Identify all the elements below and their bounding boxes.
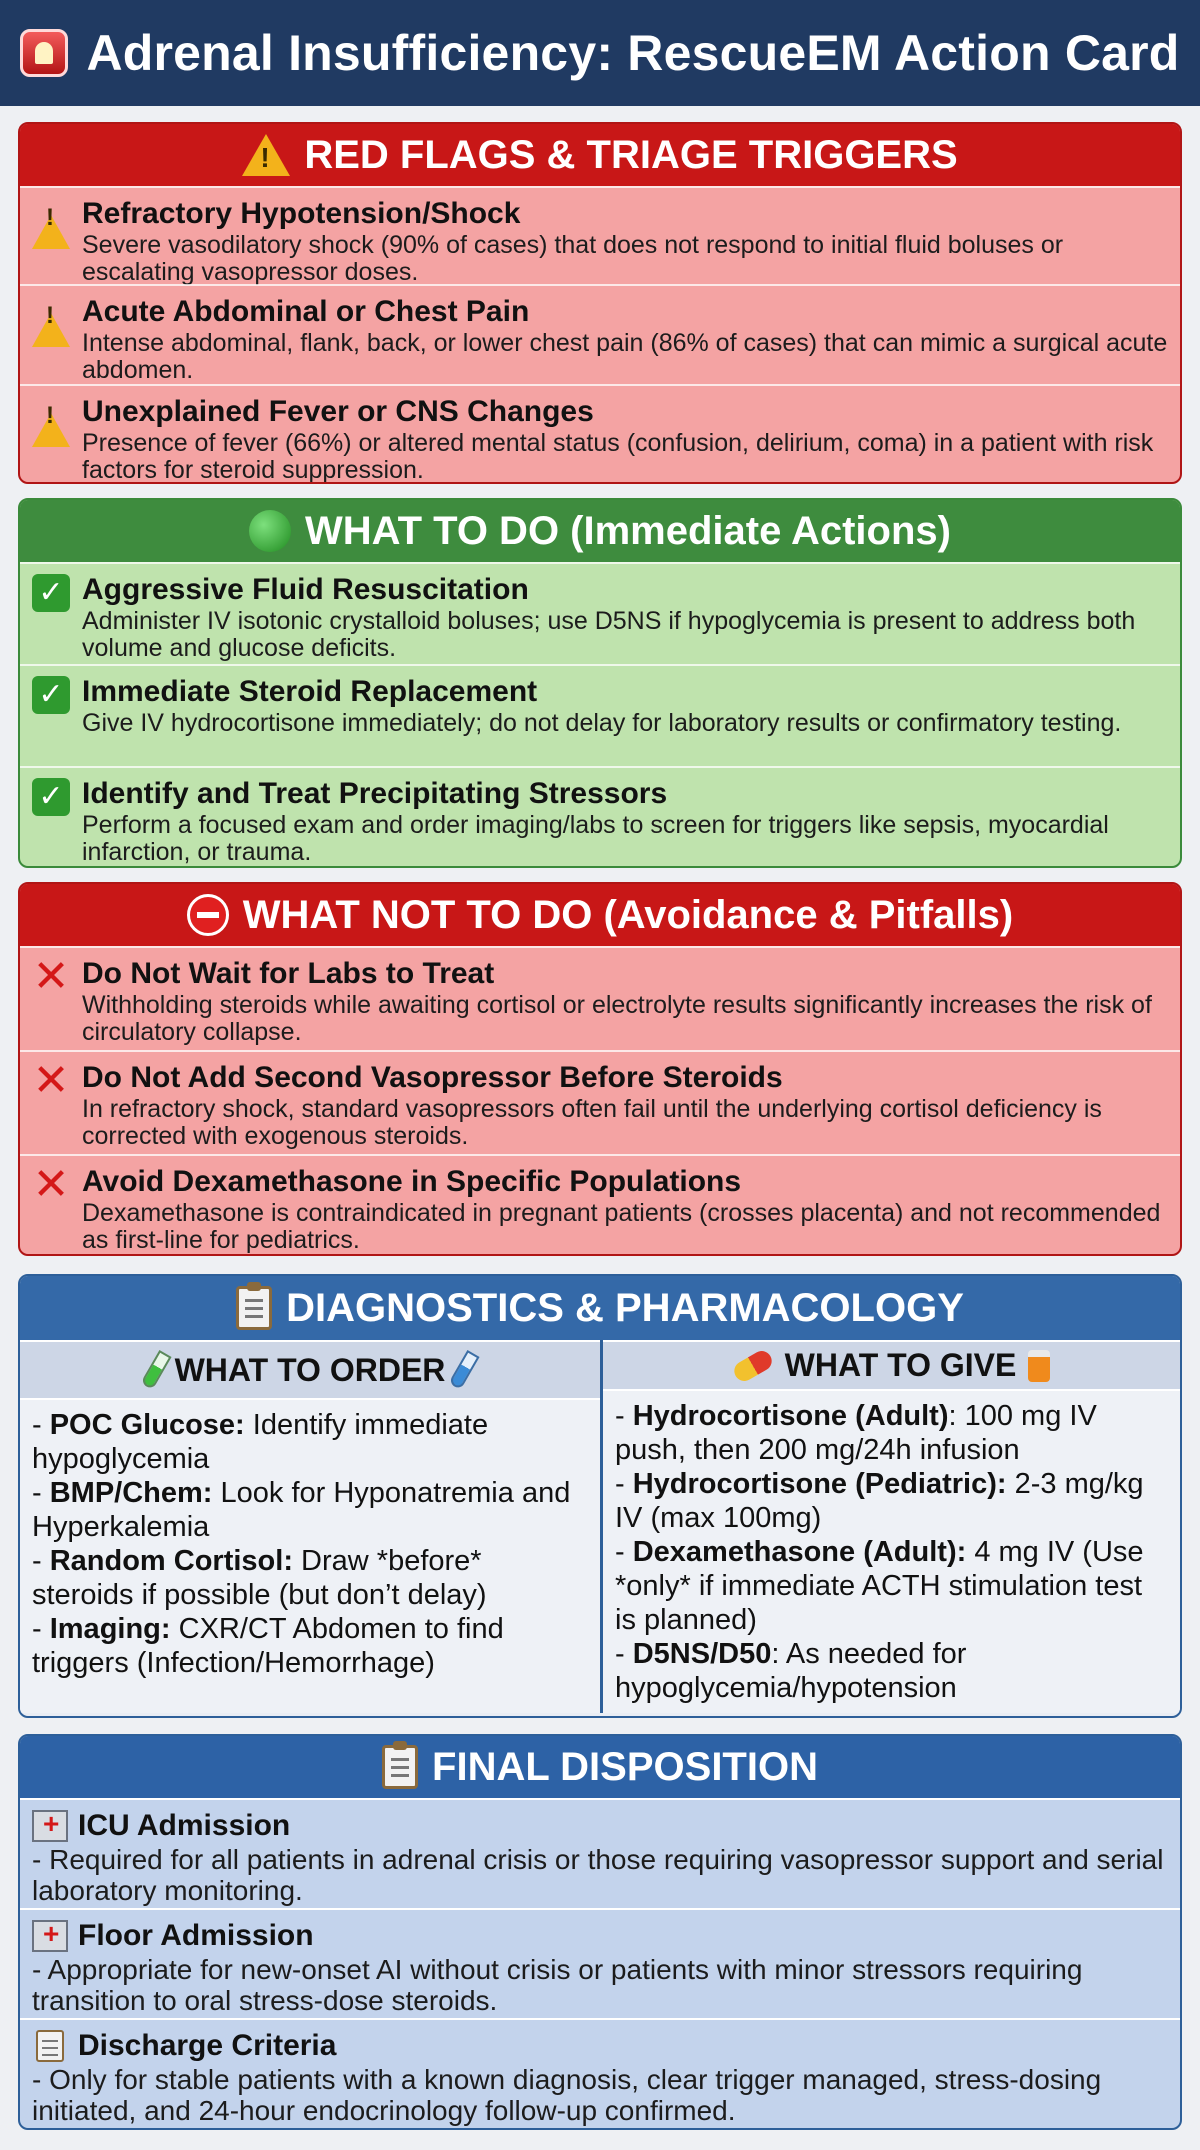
red-flag-item [20,186,1180,284]
action-text: Perform a focused exam and order imaging/labs to screen for triggers like sepsis, myocardial infarction, or trauma. [82,811,1109,866]
stop-sign-icon [187,894,229,936]
pitfall-title: Do Not Wait for Labs to Treat [82,957,495,990]
warning-icon [32,198,70,249]
order-item: - POC Glucose: Identify immediate hypoglycemia [32,1409,489,1475]
check-icon: ✓ [32,778,70,816]
give-item-text: : 100 mg IV push, then 200 mg/24h infusion [615,1400,1097,1466]
red-flags-heading: RED FLAGS & TRIAGE TRIGGERS [304,132,958,177]
what-not-to-do-section [18,882,1182,1256]
green-circle-icon [249,510,291,552]
order-heading: WHAT TO ORDER [174,1351,446,1388]
order-item: - BMP/Chem: Look for Hyponatremia and Hyperkalemia [32,1477,571,1543]
pitfall-text: Withholding steroids while awaiting cortisol or electrolyte results significantly increases the risk of circulatory collapse. [82,991,1152,1046]
pitfall-item [20,946,1180,1050]
red-flag-title: Refractory Hypotension/Shock [82,197,521,230]
give-item: - D5NS/D50: As needed for hypoglycemia/hypotension [615,1638,967,1704]
siren-icon [20,29,68,77]
order-header [20,1340,600,1400]
order-item-text: Draw *before* steroids if possible (but don’t delay) [32,1545,487,1611]
clipboard-icon [36,2030,64,2062]
what-to-do-section [18,498,1182,868]
clipboard-icon [382,1745,418,1789]
disposition-title: Floor Admission [78,1919,314,1952]
pill-icon [730,1347,775,1384]
red-flag-text: Intense abdominal, flank, back, or lower chest pain (86% of cases) that can mimic a surgical acute abdomen. [82,329,1168,384]
order-item: - Imaging: CXR/CT Abdomen to find triggers (Infection/Hemorrhage) [32,1613,504,1679]
diagnostics-section [18,1274,1182,1718]
disposition-title: Discharge Criteria [78,2029,337,2062]
check-icon: ✓ [32,574,70,612]
order-item-text: Identify immediate hypoglycemia [32,1409,489,1475]
disposition-title-row [32,1918,1168,1954]
red-flags-section [18,122,1182,484]
disposition-title-row [32,1808,1168,1844]
diagnostics-header [20,1276,1180,1340]
action-text: Administer IV isotonic crystalloid boluses; use D5NS if hypoglycemia is present to address both volume and glucose deficits. [82,607,1136,662]
give-item-label: D5NS/D50 [632,1638,772,1670]
disposition-section [18,1734,1182,2130]
pitfall-item [20,1050,1180,1154]
warning-icon [242,134,290,176]
give-item: - Hydrocortisone (Pediatric): 2-3 mg/kg IV (max 100mg) [615,1468,1144,1534]
give-item-label: Dexamethasone (Adult): [632,1536,967,1568]
disposition-text: - Required for all patients in adrenal crisis or those requiring vasopressor support and serial laboratory monitoring. [32,1844,1164,1906]
red-flag-item [20,284,1180,384]
give-heading: WHAT TO GIVE [784,1347,1017,1383]
red-flag-text: Severe vasodilatory shock (90% of cases) that does not respond to initial fluid boluses or escalating vasopressor doses. [82,231,1064,286]
disposition-text: - Appropriate for new-onset AI without crisis or patients with minor stressors requiring transition to oral stress-dose steroids. [32,1954,1083,2016]
cross-icon: ✕ [32,1056,70,1105]
hospital-icon [32,1810,68,1842]
give-item-text: 2-3 mg/kg IV (max 100mg) [615,1468,1144,1534]
give-header [603,1340,1180,1391]
what-to-do-heading: WHAT TO DO (Immediate Actions) [305,508,951,553]
action-title: Aggressive Fluid Resuscitation [82,573,529,606]
what-not-to-do-header [20,884,1180,946]
disposition-title-row [32,2028,1168,2064]
pitfall-title: Do Not Add Second Vasopressor Before Steroids [82,1061,783,1094]
pitfall-item [20,1154,1180,1256]
pitfall-text: Dexamethasone is contraindicated in pregnant patients (crosses placenta) and not recommended as first-line for pediatrics. [82,1199,1161,1254]
order-list [20,1400,600,1713]
order-item-label: BMP/Chem: [49,1477,213,1509]
disposition-title: ICU Admission [78,1809,291,1842]
disposition-text: - Only for stable patients with a known diagnosis, clear trigger managed, stress-dosing initiated, and 24-hour endocrinology follow-up confirmed. [32,2064,1102,2126]
give-column [600,1340,1180,1713]
red-flag-item [20,384,1180,482]
warning-icon [32,396,70,447]
order-item-text: Look for Hyponatremia and Hyperkalemia [32,1477,571,1543]
give-item-text: : As needed for hypoglycemia/hypotension [615,1638,967,1704]
what-not-to-do-heading: WHAT NOT TO DO (Avoidance & Pitfalls) [242,892,1014,937]
cross-icon: ✕ [32,1160,70,1209]
what-to-do-header [20,500,1180,562]
title-bar [0,0,1200,106]
clipboard-icon [236,1286,272,1330]
order-item: - Random Cortisol: Draw *before* steroids if possible (but don’t delay) [32,1545,487,1611]
disposition-item [20,1798,1180,1908]
give-item: - Hydrocortisone (Adult): 100 mg IV push, then 200 mg/24h infusion [615,1400,1097,1466]
cross-icon: ✕ [32,952,70,1001]
hospital-icon [32,1920,68,1952]
order-item-label: POC Glucose: [49,1409,245,1441]
diagnostics-heading: DIAGNOSTICS & PHARMACOLOGY [286,1285,964,1330]
red-flag-title: Unexplained Fever or CNS Changes [82,395,594,428]
order-column [20,1340,600,1713]
action-text: Give IV hydrocortisone immediately; do not delay for laboratory results or confirmatory testing. [82,709,1122,737]
check-icon: ✓ [32,676,70,714]
medicine-bottle-icon [1028,1350,1050,1382]
give-item-label: Hydrocortisone (Adult) [632,1400,949,1432]
red-flag-text: Presence of fever (66%) or altered mental status (confusion, delirium, coma) in a patient with risk factors for steroid suppression. [82,429,1154,484]
order-item-label: Random Cortisol: [49,1545,293,1577]
test-tube-icon [449,1350,480,1390]
give-item: - Dexamethasone (Adult): 4 mg IV (Use *only* if immediate ACTH stimulation test is planned) [615,1536,1144,1636]
give-item-label: Hydrocortisone (Pediatric): [632,1468,1007,1500]
disposition-heading: FINAL DISPOSITION [432,1744,818,1789]
test-tube-icon [140,1350,171,1390]
red-flags-header [20,124,1180,186]
action-title: Identify and Treat Precipitating Stressors [82,777,668,810]
red-flag-title: Acute Abdominal or Chest Pain [82,295,530,328]
action-item [20,562,1180,664]
disposition-item [20,2018,1180,2126]
pitfall-text: In refractory shock, standard vasopressors often fail until the underlying cortisol deficiency is corrected with exogenous steroids. [82,1095,1102,1150]
action-item [20,664,1180,766]
disposition-header [20,1736,1180,1798]
give-list [603,1391,1180,1713]
action-title: Immediate Steroid Replacement [82,675,538,708]
order-item-label: Imaging: [49,1613,171,1645]
page-title: Adrenal Insufficiency: RescueEM Action Card [86,25,1180,81]
give-item-text: 4 mg IV (Use *only* if immediate ACTH stimulation test is planned) [615,1536,1144,1636]
warning-icon [32,296,70,347]
diagnostics-columns [20,1340,1180,1713]
pitfall-title: Avoid Dexamethasone in Specific Populations [82,1165,742,1198]
action-item [20,766,1180,866]
disposition-item [20,1908,1180,2018]
order-item-text: CXR/CT Abdomen to find triggers (Infection/Hemorrhage) [32,1613,504,1679]
